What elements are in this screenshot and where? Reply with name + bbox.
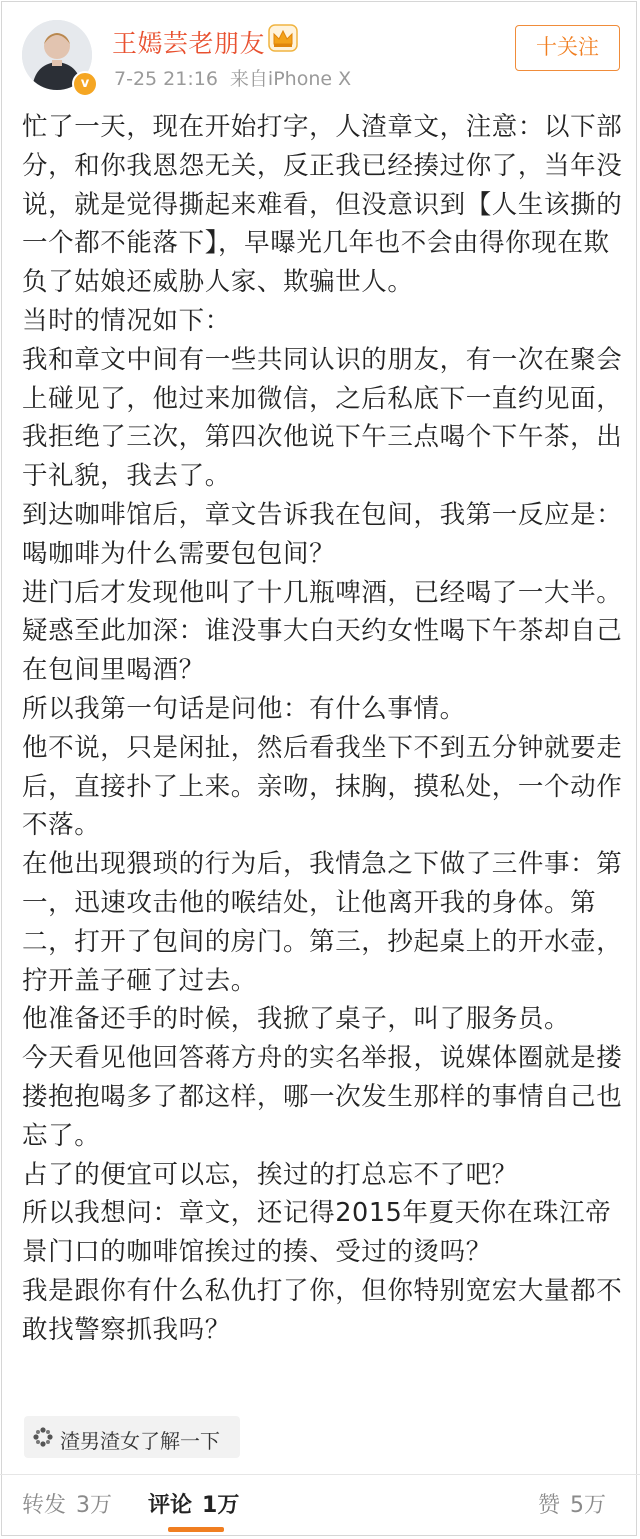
post-content [22,108,626,1350]
crown-icon [268,24,298,52]
comment-tab[interactable] [148,1488,239,1519]
post-paragraph: 当时的情况如下： [22,305,231,336]
action-divider [0,1474,640,1475]
post-paragraph: 今天看见他回答蒋方舟的实名举报，说媒体圈就是搂搂抱抱喝多了都这样，哪一次发生那样的事情自己也忘了。 [22,1043,623,1151]
comment-label: 评论 [148,1493,193,1518]
post-time: 7-25 21:16 [114,68,218,90]
topic-icon [32,1426,54,1448]
post-paragraph: 占了的便宜可以忘，挨过的打总忘不了吧？ [22,1159,518,1190]
repost-count: 3万 [76,1493,113,1518]
like-count: 5万 [570,1493,607,1518]
post-paragraph: 在他出现猥琐的行为后，我情急之下做了三件事：第一，迅速攻击他的喉结处，让他离开我的身体。第二，打开了包间的房门。第三，抄起桌上的开水壶，拧开盖子砸了过去。 [22,849,623,996]
username[interactable]: 王嫣芸老朋友 [112,29,266,58]
active-tab-indicator [168,1527,224,1532]
post-header [0,0,640,100]
post-paragraph: 所以我第一句话是问他：有什么事情。 [22,693,466,724]
topic-tag[interactable] [24,1416,240,1458]
topic-label: 渣男渣女了解一下 [60,1429,220,1453]
verified-badge: v [72,71,98,97]
post-paragraph: 他不说，只是闲扯，然后看我坐下不到五分钟就要走后，直接扑了上来。亲吻，抹胸，摸私处，一个动作不落。 [22,732,623,841]
repost-button[interactable] [22,1488,112,1519]
post-paragraph: 所以我想问：章文，还记得2015年夏天你在珠江帝景门口的咖啡馆挨过的揍、受过的烫吗？ [22,1198,612,1268]
comment-count: 1万 [202,1493,240,1518]
post-source: 来自iPhone X [229,68,352,90]
post-meta [114,64,363,91]
post-paragraph: 忙了一天，现在开始打字，人渣章文，注意：以下部分，和你我恩怨无关，反正我已经揍过你了，当年没说，就是觉得撕起来难看，但没意识到【人生该撕的一个都不能落下】，早曝光几年也不会由得你现在欺负了姑娘还威胁人家、欺骗世人。 [22,112,623,298]
action-bar [0,1480,640,1530]
like-button[interactable] [538,1488,606,1519]
follow-button[interactable]: 十关注 [515,25,620,71]
post-paragraph: 到达咖啡馆后，章文告诉我在包间，我第一反应是：喝咖啡为什么需要包包间？ [22,499,623,569]
repost-label: 转发 [22,1493,67,1518]
like-label: 赞 [538,1493,561,1518]
post-paragraph: 他准备还手的时候，我掀了桌子，叫了服务员。 [22,1004,571,1035]
post-paragraph: 我是跟你有什么私仇打了你，但你特别宽宏大量都不敢找警察抓我吗？ [22,1275,623,1345]
post-paragraph: 我和章文中间有一些共同认识的朋友，有一次在聚会上碰见了，他过来加微信，之后私底下一直约见面，我拒绝了三次，第四次他说下午三点喝个下午茶，出于礼貌，我去了。 [22,344,623,492]
post-paragraph: 进门后才发现他叫了十几瓶啤酒，已经喝了一大半。疑惑至此加深：谁没事大白天约女性喝下午茶却自己在包间里喝酒？ [22,577,623,686]
